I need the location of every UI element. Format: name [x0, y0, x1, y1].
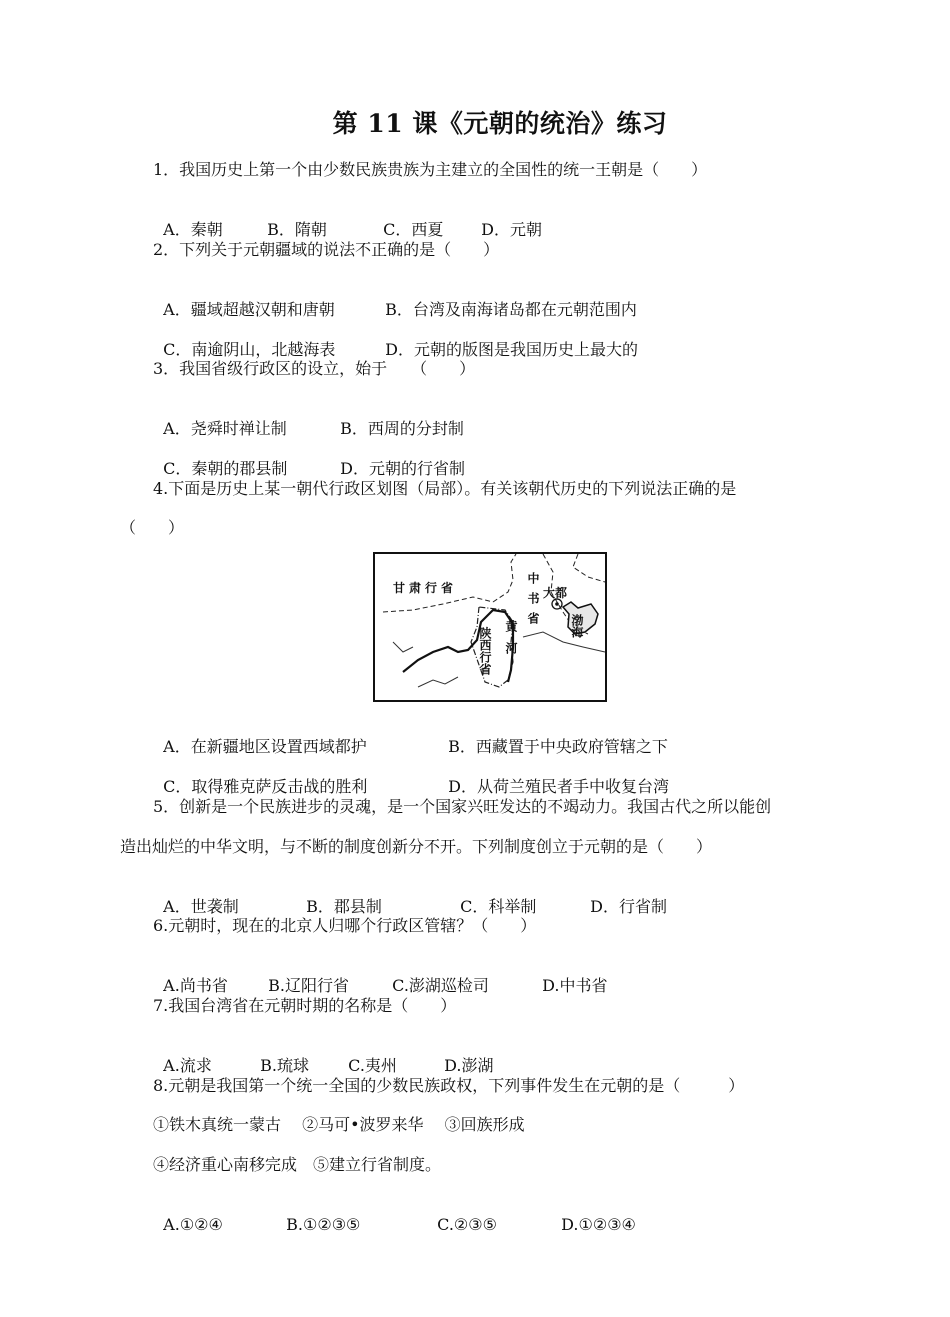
map-label-shaanxi: 陕西行省 [478, 627, 492, 675]
question-8-events-2: ④经济重心南移完成 ⑤建立行省制度。 [153, 1155, 442, 1174]
option-c: C．秦朝的郡县制 [163, 459, 288, 478]
option-a: A．疆域超越汉朝和唐朝 [163, 300, 335, 319]
map-label-zhongshu: 中书省 [526, 572, 540, 632]
option-b: B．西藏置于中央政府管辖之下 [448, 737, 668, 756]
option-d: D.中书省 [542, 976, 608, 995]
option-a: A．秦朝 [163, 220, 223, 239]
question-2-options-row2 [153, 320, 638, 360]
question-5-stem-cont: 造出灿烂的中华文明，与不断的制度创新分不开。下列制度创立于元朝的是（ ） [120, 837, 713, 856]
map-label-gansu: 甘肃行省 [393, 581, 458, 595]
question-3-options-row2 [153, 439, 465, 479]
option-c: C.②③⑤ [437, 1215, 497, 1234]
option-c: C.澎湖巡检司 [392, 976, 489, 995]
option-c: C．西夏 [383, 220, 444, 239]
question-1-options [153, 200, 542, 240]
option-b: B．隋朝 [267, 220, 327, 239]
map-capital-dot [555, 602, 559, 606]
question-3-options-row1 [153, 399, 464, 439]
option-a: A.①②④ [163, 1215, 223, 1234]
option-d: D.澎湖 [444, 1056, 494, 1075]
question-8-events-1: ①铁木真统一蒙古 ②马可•波罗来华 ③回族形成 [153, 1115, 525, 1134]
question-1-stem: 1．我国历史上第一个由少数民族贵族为主建立的全国性的统一王朝是（ ） [153, 160, 708, 179]
option-b: B．台湾及南海诸岛都在元朝范围内 [385, 300, 637, 319]
option-b: B.①②③⑤ [286, 1215, 361, 1234]
option-d: D．行省制 [590, 897, 668, 916]
question-4-stem-cont: （ ） [120, 518, 185, 537]
question-7-options [153, 1036, 494, 1076]
option-b: B.辽阳行省 [268, 976, 350, 995]
option-c: C．南逾阴山，北越海表 [163, 340, 336, 359]
map-label-huanghe: 黄河 [504, 620, 518, 664]
question-8-stem: 8.元朝是我国第一个统一全国的少数民族政权，下列事件发生在元朝的是（ ） [153, 1076, 745, 1095]
question-8-options [153, 1195, 636, 1235]
option-a: A．尧舜时禅让制 [163, 419, 287, 438]
option-a: A．世袭制 [163, 897, 239, 916]
question-2-stem: 2．下列关于元朝疆域的说法不正确的是（ ） [153, 240, 500, 259]
option-b: B．西周的分封制 [340, 419, 464, 438]
administrative-map [373, 552, 607, 702]
question-4-options-row1 [153, 717, 668, 757]
question-3-stem: 3．我国省级行政区的设立，始于 （ ） [153, 359, 476, 378]
option-d: D．从荷兰殖民者手中收复台湾 [448, 777, 670, 796]
question-4-options-row2 [153, 757, 669, 797]
option-d: D.①②③④ [561, 1215, 636, 1234]
question-5-stem: 5．创新是一个民族进步的灵魂，是一个国家兴旺发达的不竭动力。我国古代之所以能创 [153, 797, 772, 816]
option-b: B．郡县制 [306, 897, 382, 916]
question-2-options-row1 [153, 280, 637, 320]
question-5-options [153, 877, 667, 917]
option-d: D．元朝的版图是我国历史上最大的 [385, 340, 639, 359]
option-a: A．在新疆地区设置西域都护 [163, 737, 367, 756]
map-label-bohai: 渤海 [570, 614, 584, 638]
option-c: C.夷州 [348, 1056, 397, 1075]
page-title: 第 11 课《元朝的统治》练习 [332, 109, 668, 138]
option-d: D．元朝 [481, 220, 543, 239]
option-b: B.琉球 [260, 1056, 310, 1075]
option-c: C．科举制 [460, 897, 537, 916]
question-4-stem: 4.下面是历史上某一朝代行政区划图（局部）。有关该朝代历史的下列说法正确的是 [153, 479, 737, 498]
option-c: C．取得雅克萨反击战的胜利 [163, 777, 368, 796]
map-label-dadu: 大都 [543, 586, 568, 600]
question-7-stem: 7.我国台湾省在元朝时期的名称是（ ） [153, 996, 457, 1015]
option-a: A.尚书省 [163, 976, 228, 995]
option-a: A.流求 [163, 1056, 212, 1075]
question-6-options [153, 956, 608, 996]
option-d: D．元朝的行省制 [340, 459, 466, 478]
question-6-stem: 6.元朝时，现在的北京人归哪个行政区管辖？（ ） [153, 916, 537, 935]
